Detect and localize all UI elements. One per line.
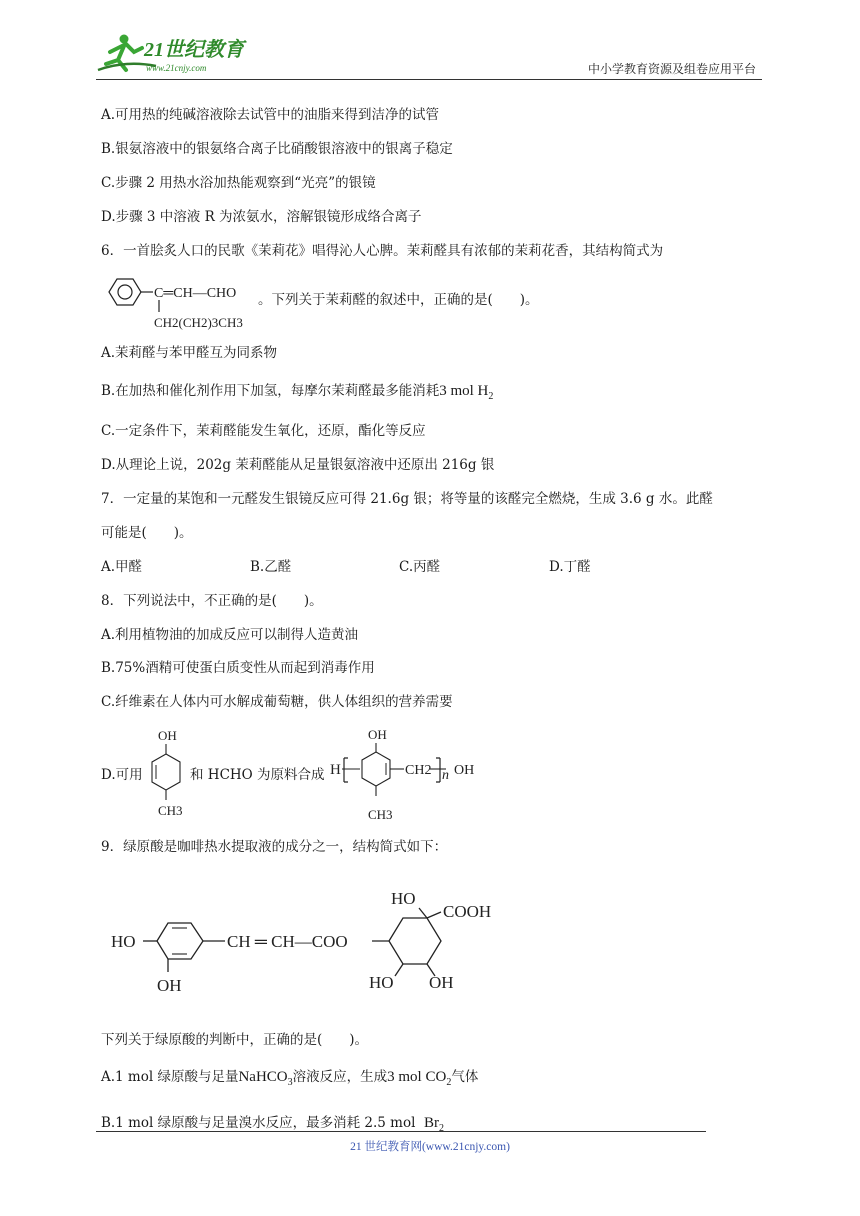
platform-label: 中小学教育资源及组卷应用平台 xyxy=(587,62,756,76)
q7-option-b: B.乙醛 xyxy=(250,559,292,575)
phenolic-resin-structure xyxy=(330,724,490,824)
logo xyxy=(96,30,266,80)
polymer-h: H xyxy=(330,762,341,778)
chlorogenic-acid-structure xyxy=(105,878,505,1006)
cooh-label: COOH xyxy=(443,902,492,921)
q6-option-a: A.茉莉醛与苯甲醛互为同系物 xyxy=(101,345,278,361)
polymer-ch3: CH3 xyxy=(368,807,393,822)
ho-bottom-left: HO xyxy=(369,973,394,992)
q6-option-c: C.一定条件下，茉莉醛能发生氧化，还原，酯化等反应 xyxy=(101,423,426,439)
page-footer: 21 世纪教育网(www.21cnjy.com) xyxy=(350,1141,510,1153)
q9-option-b: B.1 mol 绿原酸与足量溴水反应，最多消耗 2.5 mol $Br_2$ xyxy=(101,1115,445,1134)
footer-rule xyxy=(96,1131,706,1132)
q8-option-c: C.纤维素在人体内可水解成葡萄糖，供人体组织的营养需要 xyxy=(101,694,453,710)
q7-option-a: A.甲醛 xyxy=(101,559,143,575)
q5-option-a: A.可用热的纯碱溶液除去试管中的油脂来得到洁净的试管 xyxy=(101,107,440,123)
chain-label: CH ═ CH—COO xyxy=(227,932,348,951)
ho-left: HO xyxy=(111,932,136,951)
q8-stem: 8．下列说法中，不正确的是( )。 xyxy=(101,593,323,609)
q7-option-c: C.丙醛 xyxy=(399,559,441,575)
q8-option-d-mid: 和 HCHO 为原料合成 xyxy=(190,767,325,783)
page-header xyxy=(0,0,860,90)
logo-url: www.21cnjy.com xyxy=(146,63,207,73)
polymer-n: n xyxy=(442,768,449,783)
q6-stem: 6．一首脍炙人口的民歌《茉莉花》唱得沁人心脾。茉莉醛具有浓郁的茉莉花香，其结构简式为 xyxy=(101,243,664,259)
q6-option-b: B.在加热和催化剂作用下加氢，每摩尔茉莉醛最多能消耗3 mol $H_2$ xyxy=(101,383,494,402)
benzene-ring-icon xyxy=(109,279,141,305)
header-rule xyxy=(96,79,762,80)
q5-option-d: D.步骤 3 中溶液 R 为浓氨水，溶解银镜形成络合离子 xyxy=(101,209,422,225)
q8-option-b: B.75%酒精可使蛋白质变性从而起到消毒作用 xyxy=(101,660,375,676)
q7-option-d: D.丁醛 xyxy=(549,559,591,575)
q6-option-d: D.从理论上说，202g 茉莉醛能从足量银氨溶液中还原出 216g 银 xyxy=(101,457,495,473)
ho-top: HO xyxy=(391,889,416,908)
cyclohexane-ring-icon xyxy=(389,918,441,964)
q8-option-a: A.利用植物油的加成反应可以制得人造黄油 xyxy=(101,627,359,643)
q5-option-c: C.步骤 2 用热水浴加热能观察到“光亮”的银镜 xyxy=(101,175,376,191)
p-cresol-structure xyxy=(144,726,188,822)
polymer-oh: OH xyxy=(368,727,387,742)
polymer-ch2: CH2 xyxy=(405,763,432,778)
q7-stem: 7．一定量的某饱和一元醛发生银镜反应可得 21.6g 银；将等量的该醛完全燃烧，生成 3.6 g 水。此醛 xyxy=(101,491,713,507)
structure-side-chain: CH2(CH2)3CH3 xyxy=(154,315,243,330)
oh-bottom: OH xyxy=(157,976,182,995)
oh-bottom-right: OH xyxy=(429,973,454,992)
oh-label: OH xyxy=(158,728,177,743)
q8-option-d-prefix: D.可用 xyxy=(101,767,143,783)
q9-option-a: A.1 mol 绿原酸与足量NaHCO$_3$溶液反应，生成3 mol $CO_2$气体 xyxy=(101,1069,479,1088)
q6-stem-cont: 。下列关于茉莉醛的叙述中，正确的是( )。 xyxy=(258,292,539,308)
q5-option-b: B.银氨溶液中的银氨络合离子比硝酸银溶液中的银离子稳定 xyxy=(101,141,453,157)
jasminaldehyde-structure xyxy=(101,272,271,334)
logo-text: 21世纪教育 xyxy=(144,39,244,61)
polymer-end-oh: OH xyxy=(454,763,475,778)
structure-chain: C═CH—CHO xyxy=(154,286,237,301)
q7-stem-cont: 可能是( )。 xyxy=(101,525,193,541)
q9-question: 下列关于绿原酸的判断中，正确的是( )。 xyxy=(101,1032,369,1048)
ch3-label: CH3 xyxy=(158,803,183,818)
q9-stem: 9．绿原酸是咖啡热水提取液的成分之一，结构简式如下： xyxy=(101,839,448,855)
